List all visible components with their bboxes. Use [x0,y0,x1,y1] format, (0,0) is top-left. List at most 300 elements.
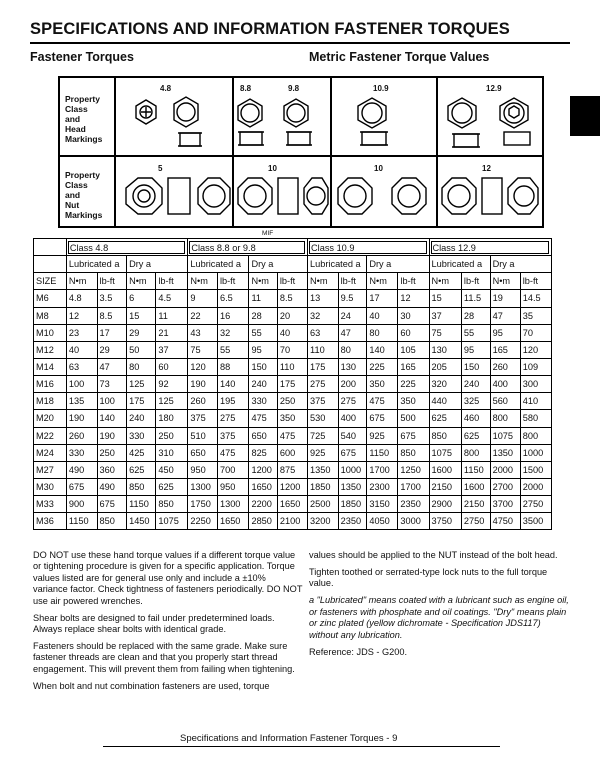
torque-value-cell: 15 [429,290,461,307]
dry-header: Dry a [367,256,429,273]
torque-value-cell: 2200 [249,496,277,513]
torque-value-cell: 1350 [490,444,520,461]
torque-value-cell: 32 [217,324,248,341]
torque-value-cell: 275 [338,393,367,410]
torque-value-cell: 8.5 [277,290,307,307]
note-paragraph: DO NOT use these hand torque values if a different torque value or tightening procedure is given for a specific application. Torque values listed are for general use only and include a ±10% variance factor. Check tightness of fasteners periodically. DO NOT use air powered wrenches. [33,550,303,606]
section-title-metric-values: Metric Fastener Torque Values [309,50,490,64]
torque-value-cell: 75 [188,341,218,358]
reference-note: Reference: JDS - G200. [309,646,408,657]
unit-header-cell: N•m [188,273,218,290]
size-cell: M18 [34,393,67,410]
nut-drawing [120,170,232,224]
torque-value-cell: 165 [490,341,520,358]
class-header-row [34,239,552,256]
torque-value-cell: 250 [277,393,307,410]
unit-header-cell: N•m [66,273,97,290]
torque-value-cell: 29 [97,341,127,358]
section-thumb-tab [570,96,600,136]
torque-table [33,238,552,530]
blank-cell [34,239,67,256]
lubricated-header: Lubricated a [308,256,367,273]
unit-header-cell: lb-ft [217,273,248,290]
torque-value-cell: 225 [398,376,429,393]
torque-value-cell: 800 [461,444,490,461]
torque-value-cell: 55 [461,324,490,341]
torque-value-cell: 625 [429,410,461,427]
table-row [34,358,552,375]
torque-value-cell: 900 [66,496,97,513]
torque-value-cell: 11.5 [461,290,490,307]
size-cell: M20 [34,410,67,427]
torque-value-cell: 275 [217,410,248,427]
torque-value-cell: 2900 [429,496,461,513]
torque-value-cell: 24 [338,307,367,324]
torque-value-cell: 320 [429,376,461,393]
torque-value-cell: 2250 [188,513,218,530]
torque-value-cell: 120 [520,341,551,358]
torque-value-cell: 2300 [367,478,398,495]
unit-header-cell: lb-ft [277,273,307,290]
torque-value-cell: 925 [367,427,398,444]
torque-value-cell: 40 [367,307,398,324]
notes-left-column [33,550,303,698]
torque-value-cell: 125 [127,376,156,393]
torque-value-cell: 17 [367,290,398,307]
torque-value-cell: 92 [156,376,188,393]
torque-value-cell: 80 [367,324,398,341]
size-cell: M14 [34,358,67,375]
torque-value-cell: 850 [398,444,429,461]
page-footer: Specifications and Information Fastener Torques - 9 [180,733,398,744]
unit-header-cell: N•m [367,273,398,290]
torque-value-cell: 130 [338,358,367,375]
markings-figure [58,76,544,228]
torque-value-cell: 260 [188,393,218,410]
torque-value-cell: 325 [461,393,490,410]
lubricated-header: Lubricated a [66,256,126,273]
torque-value-cell: 88 [217,358,248,375]
torque-value-cell: 100 [66,376,97,393]
torque-value-cell: 1000 [520,444,551,461]
unit-header-row [34,273,552,290]
torque-value-cell: 675 [66,478,97,495]
unit-header-cell: N•m [127,273,156,290]
torque-value-cell: 1200 [277,478,307,495]
torque-value-cell: 60 [156,358,188,375]
torque-value-cell: 13 [308,290,339,307]
torque-value-cell: 150 [461,358,490,375]
torque-value-cell: 260 [66,427,97,444]
torque-value-cell: 6 [127,290,156,307]
class-header: Class 8.8 or 9.8 [188,239,308,256]
torque-value-cell: 625 [156,478,188,495]
table-row [34,376,552,393]
footer-rule [103,746,500,747]
dry-header: Dry a [249,256,308,273]
torque-value-cell: 40 [277,324,307,341]
torque-value-cell: 14.5 [520,290,551,307]
torque-value-cell: 240 [127,410,156,427]
torque-value-cell: 410 [520,393,551,410]
torque-value-cell: 70 [520,324,551,341]
blank-cell [34,256,67,273]
torque-value-cell: 80 [127,358,156,375]
torque-value-cell: 175 [308,358,339,375]
torque-value-cell: 190 [188,376,218,393]
torque-value-cell: 3000 [398,513,429,530]
size-cell: M12 [34,341,67,358]
unit-header-cell: N•m [249,273,277,290]
unit-header-cell: lb-ft [520,273,551,290]
torque-value-cell: 475 [249,410,277,427]
head-markings-label: Property Class and Head Markings [65,94,103,144]
torque-value-cell: 95 [461,341,490,358]
torque-value-cell: 2150 [461,496,490,513]
torque-value-cell: 35 [520,307,551,324]
nut-grade-label: 10 [268,164,277,173]
torque-value-cell: 165 [398,358,429,375]
torque-value-cell: 580 [520,410,551,427]
torque-value-cell: 625 [461,427,490,444]
torque-value-cell: 300 [520,376,551,393]
torque-value-cell: 2850 [249,513,277,530]
torque-value-cell: 1350 [338,478,367,495]
torque-value-cell: 100 [97,393,127,410]
table-row [34,427,552,444]
nut-markings-label: Property Class and Nut Markings [65,170,103,220]
lubricated-header: Lubricated a [429,256,490,273]
torque-value-cell: 1300 [188,478,218,495]
torque-value-cell: 1700 [398,478,429,495]
torque-value-cell: 1300 [217,496,248,513]
torque-value-cell: 1075 [490,427,520,444]
unit-header-cell: lb-ft [156,273,188,290]
torque-value-cell: 20 [277,307,307,324]
dry-header: Dry a [490,256,551,273]
torque-value-cell: 675 [338,444,367,461]
head-grade-label: 9.8 [288,84,300,93]
torque-value-cell: 625 [127,461,156,478]
figure-tag: MIF [262,230,274,237]
torque-value-cell: 675 [398,427,429,444]
torque-value-cell: 250 [156,427,188,444]
torque-value-cell: 8.5 [97,307,127,324]
note-paragraph: When bolt and nut combination fasteners are used, torque [33,680,270,691]
torque-value-cell: 3150 [367,496,398,513]
nut-grade-label: 10 [374,164,383,173]
torque-value-cell: 105 [398,341,429,358]
torque-value-cell: 32 [308,307,339,324]
torque-value-cell: 55 [249,324,277,341]
torque-value-cell: 1075 [156,513,188,530]
torque-value-cell: 75 [429,324,461,341]
torque-value-cell: 21 [156,324,188,341]
torque-value-cell: 1150 [461,461,490,478]
torque-value-cell: 675 [367,410,398,427]
torque-value-cell: 47 [97,358,127,375]
torque-value-cell: 30 [398,307,429,324]
torque-value-cell: 350 [277,410,307,427]
torque-value-cell: 1650 [217,513,248,530]
header-rule [30,42,570,44]
bolt-head-drawing [332,94,436,152]
torque-value-cell: 200 [338,376,367,393]
torque-value-cell: 190 [66,410,97,427]
torque-value-cell: 1200 [249,461,277,478]
torque-value-cell: 850 [429,427,461,444]
torque-value-cell: 4.8 [66,290,97,307]
torque-value-cell: 950 [188,461,218,478]
torque-value-cell: 40 [66,341,97,358]
unit-header-cell: lb-ft [97,273,127,290]
torque-value-cell: 28 [249,307,277,324]
definition-note: a "Lubricated" means coated with a lubricant such as engine oil, or fasteners with phosphate and oil coatings. "Dry" means plain or zinc plated (yellow dichromate - Specification JDS117) without any lubrication. [309,595,569,640]
size-cell: M8 [34,307,67,324]
note-paragraph: Tighten toothed or serrated-type lock nuts to the full torque value. [309,567,548,589]
nut-drawing [438,170,542,224]
table-row [34,307,552,324]
unit-header-cell: lb-ft [338,273,367,290]
torque-value-cell: 140 [217,376,248,393]
torque-value-cell: 19 [490,290,520,307]
torque-value-cell: 12 [398,290,429,307]
torque-value-cell: 11 [249,290,277,307]
size-cell: M6 [34,290,67,307]
size-cell: M36 [34,513,67,530]
torque-value-cell: 6.5 [217,290,248,307]
torque-value-cell: 350 [398,393,429,410]
table-row [34,444,552,461]
table-row [34,341,552,358]
class-header: Class 10.9 [308,239,429,256]
torque-value-cell: 2100 [277,513,307,530]
torque-value-cell: 110 [277,358,307,375]
torque-value-cell: 1000 [338,461,367,478]
torque-value-cell: 1650 [249,478,277,495]
torque-value-cell: 63 [66,358,97,375]
torque-value-cell: 15 [127,307,156,324]
size-cell: M16 [34,376,67,393]
torque-value-cell: 2500 [308,496,339,513]
torque-value-cell: 28 [461,307,490,324]
torque-value-cell: 80 [338,341,367,358]
bolt-head-drawing [438,94,542,152]
torque-value-cell: 650 [249,427,277,444]
size-cell: M10 [34,324,67,341]
torque-value-cell: 425 [127,444,156,461]
torque-value-cell: 800 [520,427,551,444]
nut-grade-label: 5 [158,164,163,173]
dry-header: Dry a [127,256,188,273]
torque-value-cell: 440 [429,393,461,410]
torque-value-cell: 275 [308,376,339,393]
class-header: Class 4.8 [66,239,187,256]
torque-value-cell: 47 [490,307,520,324]
torque-value-cell: 63 [308,324,339,341]
size-cell: M30 [34,478,67,495]
torque-value-cell: 310 [156,444,188,461]
torque-value-cell: 125 [156,393,188,410]
table-row [34,410,552,427]
torque-value-cell: 190 [97,427,127,444]
torque-value-cell: 95 [249,341,277,358]
torque-value-cell: 475 [367,393,398,410]
unit-header-cell: N•m [429,273,461,290]
torque-value-cell: 37 [156,341,188,358]
torque-value-cell: 330 [66,444,97,461]
torque-value-cell: 2750 [461,513,490,530]
torque-value-cell: 3500 [520,513,551,530]
size-cell: SIZE [34,273,67,290]
section-title-fastener-torques: Fastener Torques [30,50,134,64]
size-cell: M27 [34,461,67,478]
torque-value-cell: 490 [66,461,97,478]
torque-value-cell: 560 [490,393,520,410]
torque-value-cell: 240 [249,376,277,393]
torque-value-cell: 70 [277,341,307,358]
torque-value-cell: 2000 [520,478,551,495]
torque-value-cell: 140 [367,341,398,358]
markings-divider [60,155,542,157]
table-row [34,478,552,495]
torque-value-cell: 43 [188,324,218,341]
torque-value-cell: 330 [249,393,277,410]
torque-value-cell: 700 [217,461,248,478]
torque-value-cell: 1250 [398,461,429,478]
torque-value-cell: 2350 [338,513,367,530]
torque-value-cell: 825 [249,444,277,461]
torque-value-cell: 9 [188,290,218,307]
torque-value-cell: 600 [277,444,307,461]
torque-value-cell: 50 [127,341,156,358]
torque-value-cell: 675 [97,496,127,513]
torque-value-cell: 510 [188,427,218,444]
bolt-head-drawing [122,94,226,152]
torque-value-cell: 2750 [520,496,551,513]
head-grade-label: 10.9 [373,84,389,93]
nut-grade-label: 12 [482,164,491,173]
torque-value-cell: 2700 [490,478,520,495]
size-cell: M24 [34,444,67,461]
torque-value-cell: 195 [217,393,248,410]
torque-value-cell: 850 [156,496,188,513]
torque-value-cell: 1600 [429,461,461,478]
size-cell: M33 [34,496,67,513]
lubricated-header: Lubricated a [188,256,249,273]
bolt-head-drawing [232,94,330,152]
head-grade-label: 12.9 [486,84,502,93]
torque-value-cell: 1150 [66,513,97,530]
torque-value-cell: 650 [188,444,218,461]
torque-value-cell: 150 [249,358,277,375]
torque-value-cell: 375 [217,427,248,444]
torque-value-cell: 1750 [188,496,218,513]
torque-value-cell: 350 [367,376,398,393]
table-row [34,393,552,410]
torque-value-cell: 109 [520,358,551,375]
torque-value-cell: 1700 [367,461,398,478]
torque-value-cell: 875 [277,461,307,478]
torque-value-cell: 95 [490,324,520,341]
torque-value-cell: 29 [127,324,156,341]
sub-header-row [34,256,552,273]
torque-value-cell: 3700 [490,496,520,513]
torque-value-cell: 4.5 [156,290,188,307]
unit-header-cell: lb-ft [461,273,490,290]
torque-value-cell: 12 [66,307,97,324]
size-cell: M22 [34,427,67,444]
torque-value-cell: 925 [308,444,339,461]
table-row [34,461,552,478]
torque-value-cell: 450 [156,461,188,478]
torque-value-cell: 725 [308,427,339,444]
torque-value-cell: 1600 [461,478,490,495]
torque-value-cell: 2150 [429,478,461,495]
torque-value-cell: 800 [490,410,520,427]
class-header: Class 12.9 [429,239,552,256]
torque-value-cell: 205 [429,358,461,375]
torque-value-cell: 2350 [398,496,429,513]
torque-value-cell: 400 [338,410,367,427]
torque-value-cell: 225 [367,358,398,375]
torque-value-cell: 130 [429,341,461,358]
torque-value-cell: 11 [156,307,188,324]
torque-value-cell: 2000 [490,461,520,478]
torque-value-cell: 375 [308,393,339,410]
torque-value-cell: 330 [127,427,156,444]
torque-value-cell: 1500 [520,461,551,478]
torque-value-cell: 3200 [308,513,339,530]
unit-header-cell: N•m [490,273,520,290]
torque-value-cell: 475 [277,427,307,444]
nut-drawing [332,170,436,224]
torque-value-cell: 120 [188,358,218,375]
torque-value-cell: 375 [188,410,218,427]
torque-value-cell: 17 [97,324,127,341]
torque-value-cell: 540 [338,427,367,444]
table-row [34,290,552,307]
torque-value-cell: 22 [188,307,218,324]
torque-value-cell: 3.5 [97,290,127,307]
torque-value-cell: 530 [308,410,339,427]
nut-drawing [234,170,330,224]
torque-value-cell: 400 [490,376,520,393]
torque-value-cell: 250 [97,444,127,461]
torque-value-cell: 475 [217,444,248,461]
torque-value-cell: 1075 [429,444,461,461]
torque-value-cell: 55 [217,341,248,358]
torque-value-cell: 4750 [490,513,520,530]
table-row [34,496,552,513]
torque-value-cell: 37 [429,307,461,324]
torque-value-cell: 460 [461,410,490,427]
torque-value-cell: 3750 [429,513,461,530]
torque-value-cell: 950 [217,478,248,495]
torque-value-cell: 850 [127,478,156,495]
torque-value-cell: 4050 [367,513,398,530]
page-title: SPECIFICATIONS AND INFORMATION FASTENER TORQUES [30,20,510,38]
torque-value-cell: 240 [461,376,490,393]
torque-value-cell: 1650 [277,496,307,513]
unit-header-cell: N•m [308,273,339,290]
unit-header-cell: lb-ft [398,273,429,290]
notes-right-column [309,550,571,664]
table-row [34,513,552,530]
torque-value-cell: 135 [66,393,97,410]
note-paragraph: Shear bolts are designed to fail under predetermined loads. Always replace shear bolts with identical grade. [33,612,275,635]
torque-value-cell: 260 [490,358,520,375]
